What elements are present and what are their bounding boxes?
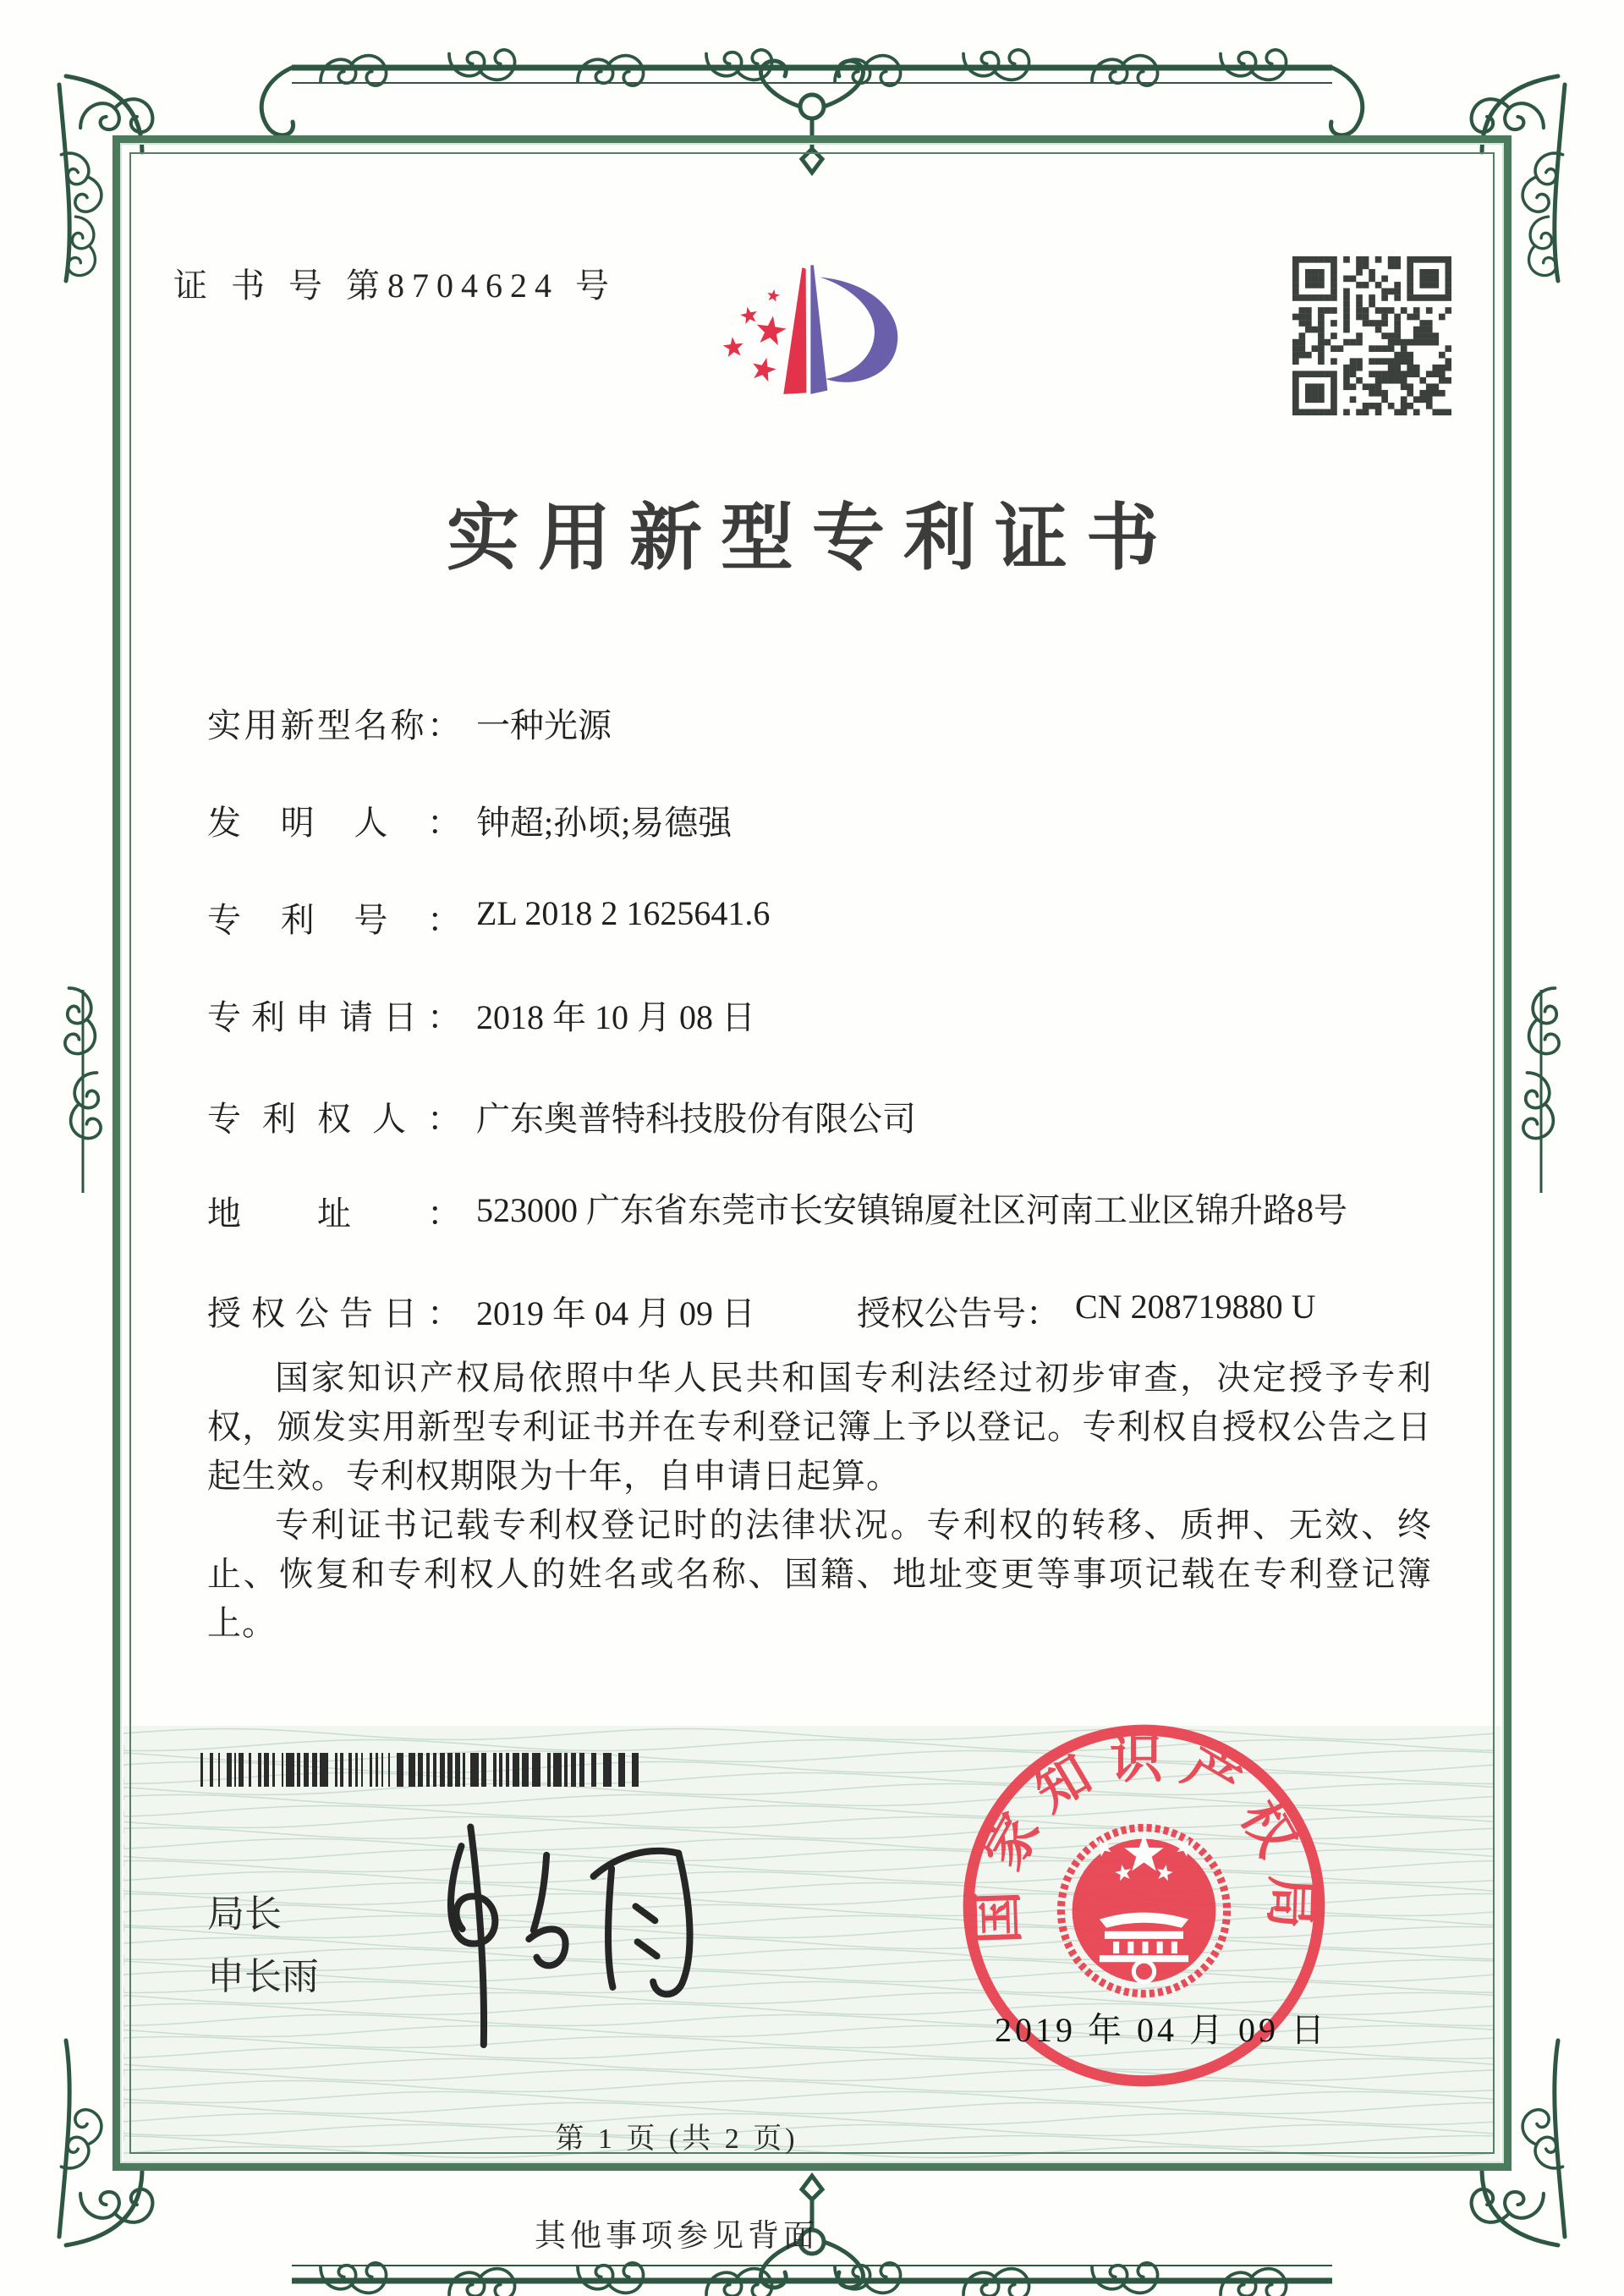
barcode-bar: [632, 1753, 639, 1787]
national-emblem: [1061, 1827, 1226, 1993]
qr-code-icon: [1292, 256, 1451, 415]
barcode-bar: [618, 1753, 625, 1787]
field-grant: [207, 1287, 1315, 1335]
barcode-bar: [370, 1753, 372, 1787]
barcode-bar: [409, 1753, 415, 1787]
logo-stars: [723, 289, 787, 382]
barcode-bar: [455, 1753, 460, 1787]
barcode-bar: [426, 1753, 430, 1787]
barcode-bar: [506, 1753, 509, 1787]
barcode-bar: [571, 1753, 576, 1787]
field-label: 专利申请日：: [207, 998, 461, 1036]
field-value: 一种光源: [476, 706, 612, 744]
field-value: 广东奥普特科技股份有限公司: [476, 1100, 916, 1138]
field-address: [207, 1187, 1390, 1235]
barcode-bar: [579, 1753, 584, 1787]
barcode-bar: [355, 1753, 358, 1787]
field-inventors: [207, 796, 732, 844]
barcode-bar: [470, 1753, 479, 1787]
barcode-bar: [603, 1753, 612, 1787]
barcode-bar: [348, 1753, 352, 1787]
field-patent-number: [207, 893, 770, 942]
side-ornament: [1506, 981, 1577, 1201]
field-label: 发明人：: [207, 804, 461, 842]
barcode-bar: [312, 1753, 317, 1787]
barcode-bar: [239, 1753, 244, 1787]
barcode-bar: [522, 1753, 529, 1787]
grant-seal-date: 2019 年 04 月 09 日: [995, 2011, 1328, 2049]
barcode-bar: [282, 1753, 283, 1787]
barcode-bar: [264, 1753, 269, 1787]
field-utility-model-name: [207, 699, 612, 747]
barcode-bar: [286, 1753, 294, 1787]
barcode-bar: [463, 1753, 465, 1787]
barcode-bar: [218, 1753, 220, 1787]
barcode-bar: [361, 1753, 363, 1787]
field-label: 授权公告日：: [207, 1294, 461, 1332]
barcode-bar: [513, 1753, 519, 1787]
field-label: 专利号：: [207, 901, 461, 939]
barcode-bar: [335, 1753, 337, 1787]
barcode-bar: [547, 1753, 551, 1787]
director-block: [207, 1883, 319, 2008]
barcode-bar: [418, 1753, 423, 1787]
barcode-bar: [591, 1753, 596, 1787]
seal-ring-text: 国家知识产权局: [967, 1729, 1321, 1946]
grant-date-value: 2019 年 04 月 09 日: [476, 1294, 755, 1332]
barcode-bar: [200, 1753, 203, 1787]
grant-number-value: CN 208719880 U: [1075, 1288, 1316, 1326]
barcode-bar: [249, 1753, 251, 1787]
signature: [385, 1810, 740, 2056]
barcode: [200, 1753, 644, 1787]
barcode-bar: [376, 1753, 378, 1787]
legal-text: [207, 1354, 1432, 1648]
barcode-bar: [481, 1753, 486, 1787]
legal-paragraph: 专利证书记载专利权登记时的法律状况。专利权的转移、质押、无效、终止、恢复和专利权人的姓名或名称、国籍、地址变更等事项记载在专利登记簿上。: [207, 1506, 1432, 1642]
barcode-bar: [304, 1753, 309, 1787]
field-filing-date: [207, 991, 755, 1039]
field-label: 专利权人：: [207, 1100, 461, 1138]
barcode-bar: [564, 1753, 568, 1787]
barcode-bar: [258, 1753, 261, 1787]
barcode-bar: [493, 1753, 497, 1787]
certificate-number: 证 书 号 第8704624 号: [173, 266, 617, 305]
barcode-bar: [297, 1753, 300, 1787]
barcode-bar: [227, 1753, 232, 1787]
barcode-bar: [553, 1753, 562, 1787]
field-value: 钟超;孙顷;易德强: [476, 804, 732, 842]
barcode-bar: [397, 1753, 403, 1787]
top-center-medallion: [761, 61, 864, 173]
barcode-bar: [234, 1753, 236, 1787]
director-title: 局长: [207, 1893, 282, 1935]
director-name: 申长雨: [207, 1956, 319, 1997]
top-ornament-band: [0, 15, 1624, 193]
field-patentee: [207, 1092, 916, 1140]
barcode-bar: [499, 1753, 502, 1787]
grant-number-label: 授权公告号：: [857, 1294, 1060, 1332]
barcode-bar: [532, 1753, 540, 1787]
barcode-bar: [388, 1753, 390, 1787]
barcode-bar: [447, 1753, 453, 1787]
field-label: 实用新型名称：: [207, 706, 461, 744]
page-indicator: 第 1 页 (共 2 页): [555, 2123, 798, 2155]
barcode-bar: [210, 1753, 213, 1787]
field-value: 2018 年 10 月 08 日: [476, 998, 755, 1036]
side-ornament: [47, 981, 118, 1201]
back-note: 其他事项参见背面: [535, 2219, 819, 2254]
field-label: 地址：: [207, 1195, 461, 1233]
barcode-bar: [320, 1753, 328, 1787]
barcode-bar: [440, 1753, 445, 1787]
barcode-bar: [272, 1753, 275, 1787]
certificate-title: 实用新型专利证书: [447, 497, 1177, 579]
barcode-bar: [340, 1753, 343, 1787]
barcode-bar: [381, 1753, 383, 1787]
cnipa-logo: [692, 250, 933, 420]
barcode-bar: [433, 1753, 436, 1787]
legal-paragraph: 国家知识产权局依照中华人民共和国专利法经过初步审查，决定授予专利权，颁发实用新型专利证书并在专利登记簿上予以登记。专利权自授权公告之日起生效。专利权期限为十年，自申请日起算。: [207, 1359, 1432, 1495]
field-value: 523000 广东省东莞市长安镇锦厦社区河南工业区锦升路8号: [476, 1191, 1347, 1229]
field-value: ZL 2018 2 1625641.6: [476, 894, 771, 932]
